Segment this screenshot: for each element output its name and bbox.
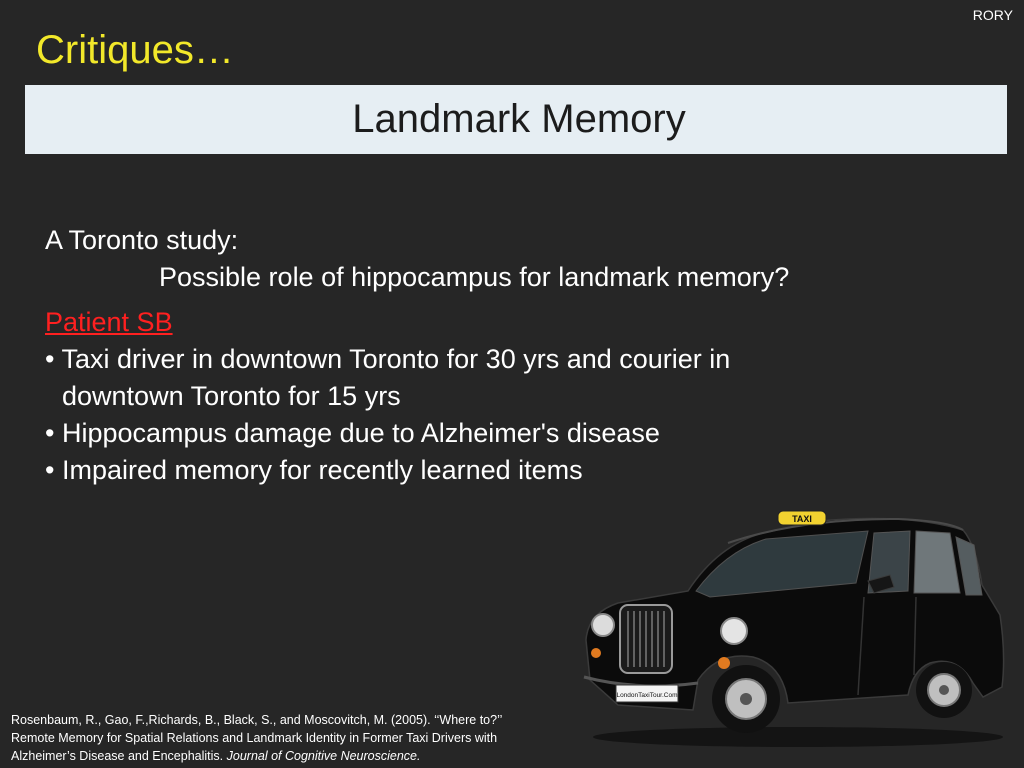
bullet-taxi-driver-continued: downtown Toronto for 15 yrs xyxy=(62,381,401,411)
citation-journal: Journal of Cognitive Neuroscience. xyxy=(226,749,421,763)
question-line: Possible role of hippocampus for landmark memory? xyxy=(159,262,790,292)
bullet-impaired-memory: • Impaired memory for recently learned items xyxy=(45,455,583,485)
citation-line-3 xyxy=(11,747,581,765)
taxi-car-icon xyxy=(578,505,1010,750)
subtitle-text: Landmark Memory xyxy=(352,97,686,141)
intro-line: A Toronto study: xyxy=(45,225,239,255)
slide-title: Critiques… xyxy=(36,28,234,72)
citation-line-2: Remote Memory for Spatial Relations and Landmark Identity in Former Taxi Drivers with xyxy=(11,731,498,745)
subtitle-banner xyxy=(25,85,1007,154)
bullet-hippocampus-damage: • Hippocampus damage due to Alzheimer's disease xyxy=(45,418,660,448)
bullet-taxi-driver: • Taxi driver in downtown Toronto for 30 yrs and courier in xyxy=(45,344,731,374)
svg-text:TAXI: TAXI xyxy=(792,514,812,524)
author-label: RORY xyxy=(972,7,1013,23)
citation xyxy=(11,711,581,765)
patient-heading: Patient SB xyxy=(45,307,173,337)
body-text xyxy=(45,222,789,489)
svg-text:LondonTaxiTour.Com: LondonTaxiTour.Com xyxy=(616,692,678,699)
taxi-image xyxy=(578,505,1010,750)
citation-line-3-text: Alzheimer’s Disease and Encephalitis. xyxy=(11,749,227,763)
citation-line-1: Rosenbaum, R., Gao, F.,Richards, B., Black, S., and Moscovitch, M. (2005). ‘‘Where to?’’ xyxy=(11,713,503,727)
